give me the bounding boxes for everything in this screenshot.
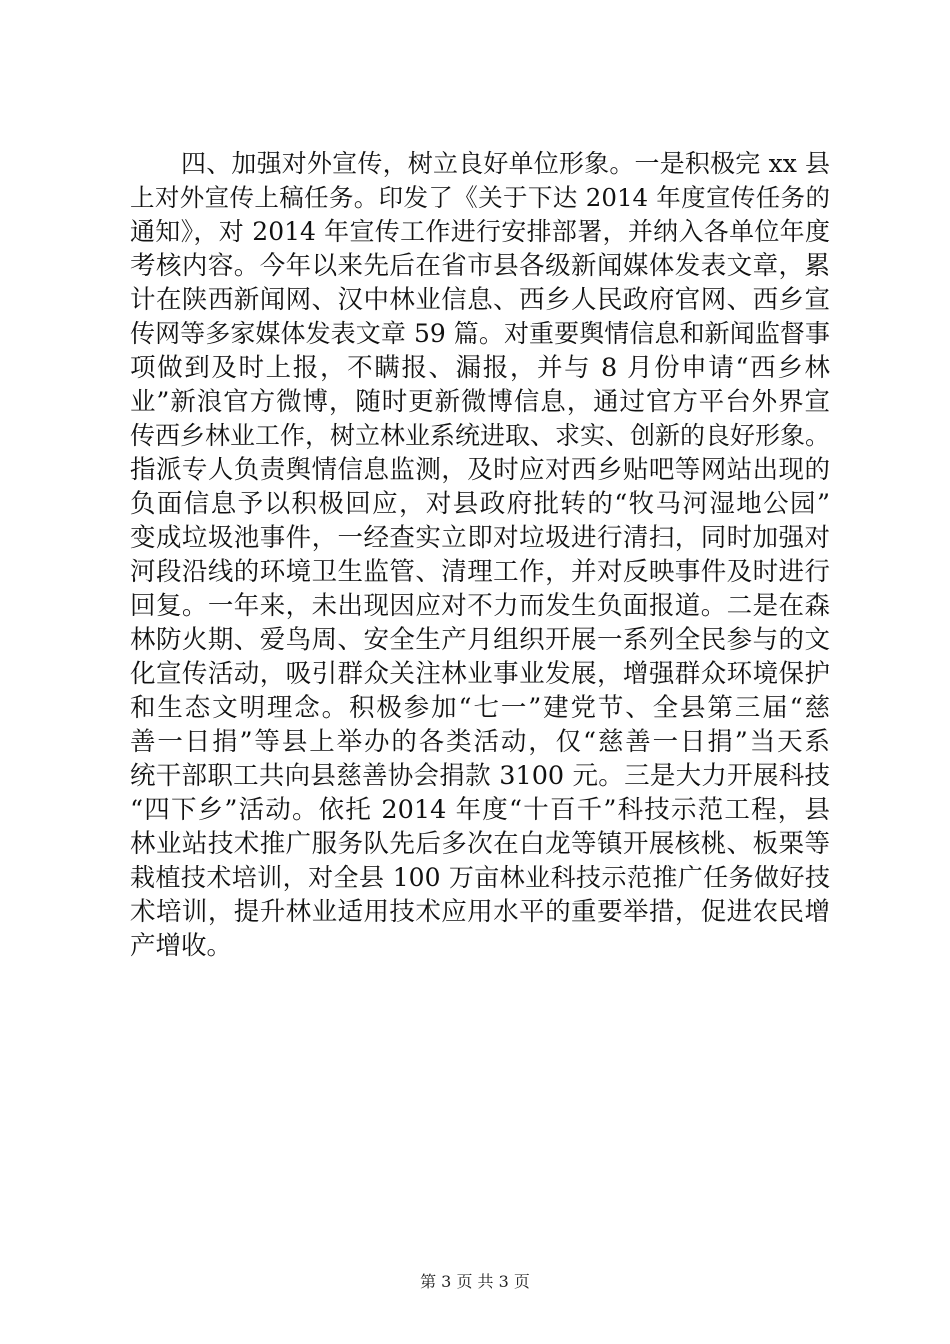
- paragraph-line: 四、加强对外宣传，树立良好单位形象。一是积极完 xx 县: [181, 149, 830, 178]
- paragraph-line: 化宣传活动，吸引群众关注林业事业发展，增强群众环境保护: [130, 659, 830, 689]
- paragraph-line: 统干部职工共向县慈善协会捐款 3100 元。三是大力开展科技: [130, 761, 830, 791]
- paragraph-line: 和生态文明理念。积极参加“七一”建党节、全县第三届“慈: [130, 693, 830, 723]
- paragraph-line: 上对外宣传上稿任务。印发了《关于下达 2014 年度宣传任务的: [130, 183, 830, 212]
- paragraph-line: 传网等多家媒体发表文章 59 篇。对重要舆情信息和新闻监督事: [130, 319, 830, 348]
- paragraph-line: 业”新浪官方微博，随时更新微博信息，通过官方平台外界宣: [130, 387, 830, 417]
- paragraph-line: 善一日捐”等县上举办的各类活动，仅“慈善一日捐”当天系: [130, 727, 830, 757]
- paragraph-line: 计在陕西新闻网、汉中林业信息、西乡人民政府官网、西乡宣: [130, 285, 830, 315]
- paragraph-line: 传西乡林业工作，树立林业系统进取、求实、创新的良好形象。: [130, 421, 831, 450]
- paragraph-line: 河段沿线的环境卫生监管、清理工作，并对反映事件及时进行: [130, 557, 830, 587]
- paragraph-line: 术培训，提升林业适用技术应用水平的重要举措，促进农民增: [130, 897, 830, 927]
- paragraph-line: 指派专人负责舆情信息监测，及时应对西乡贴吧等网站出现的: [130, 455, 830, 485]
- paragraph-line: 栽植技术培训，对全县 100 万亩林业科技示范推广任务做好技: [130, 863, 830, 892]
- paragraph-line: 项做到及时上报，不瞒报、漏报，并与 8 月份申请“西乡林: [130, 353, 830, 383]
- paragraph-line: “四下乡”活动。依托 2014 年度“十百千”科技示范工程，县: [130, 795, 830, 825]
- paragraph-line: 产增收。: [130, 931, 233, 961]
- page-number-footer: 第 3 页 共 3 页: [420, 1272, 530, 1291]
- paragraph-line: 林防火期、爱鸟周、安全生产月组织开展一系列全民参与的文: [130, 625, 830, 655]
- body-paragraph: [130, 147, 830, 963]
- paragraph-line: 林业站技术推广服务队先后多次在白龙等镇开展核桃、板栗等: [130, 829, 830, 859]
- paragraph-line: 负面信息予以积极回应，对县政府批转的“牧马河湿地公园”: [130, 489, 830, 519]
- paragraph-line: 回复。一年来，未出现因应对不力而发生负面报道。二是在森: [130, 591, 830, 621]
- paragraph-line: 变成垃圾池事件，一经查实立即对垃圾进行清扫，同时加强对: [130, 523, 830, 553]
- paragraph-line: 考核内容。今年以来先后在省市县各级新闻媒体发表文章，累: [130, 251, 830, 281]
- paragraph-line: 通知》，对 2014 年宣传工作进行安排部署，并纳入各单位年度: [130, 217, 830, 246]
